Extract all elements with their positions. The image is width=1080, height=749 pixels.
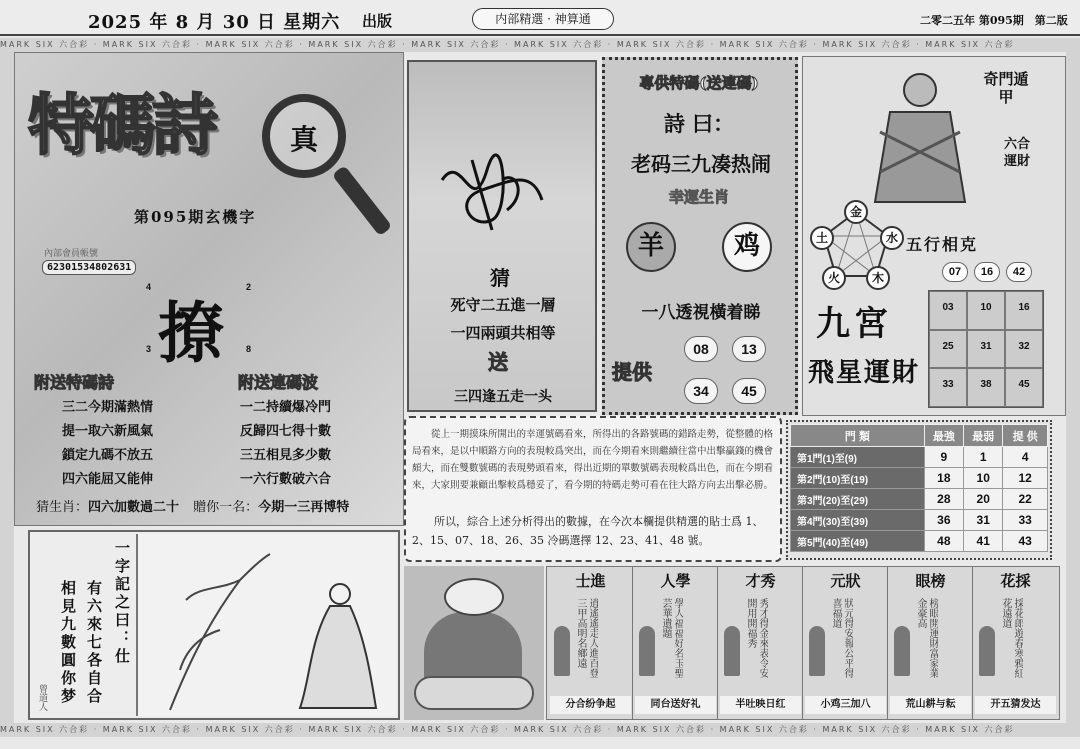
gift-label: 贈你一名：	[193, 500, 259, 515]
zodiac-gift-line	[36, 496, 349, 515]
signature-icon	[432, 140, 552, 240]
flying-star-label: 飛星運財	[808, 358, 921, 388]
palace-cell: 32	[1005, 330, 1043, 369]
star-number: 07	[942, 262, 968, 282]
column-verse: 採花郎遊春寒鴉紅花遠道	[1000, 598, 1023, 678]
row-label: 第2門(10)至(19)	[791, 468, 925, 489]
top-band: MARK SIX 六合彩 · MARK SIX 六合彩 · MARK SIX 六合彩 · MARK SIX 六合彩 · MARK SIX 六合彩 · MARK SIX 六合彩 · MARK SIX 六合彩 · MARK SIX 六合彩 · MARK SIX 六合彩 · MARK SIX 六合彩	[0, 38, 1080, 52]
column-footer: 荒山耕与耘	[890, 696, 971, 714]
title-column	[548, 566, 633, 720]
table-cell: 1	[964, 447, 1003, 468]
column-title: 士進	[575, 572, 606, 590]
table-cell: 28	[924, 489, 963, 510]
deity-illustration-icon	[860, 62, 980, 212]
tips-paragraph: 所以，綜合上述分析得出的數據，在今次本欄提供精選的貼士爲 1、2、15、07、18、26、35 冷碼選擇 12、23、41、48 號。	[412, 515, 764, 547]
right-side-band	[1066, 52, 1080, 723]
table-cell: 18	[924, 468, 963, 489]
edition-label: 出版	[362, 12, 393, 30]
row-label: 第3門(20)至(29)	[791, 489, 925, 510]
page-header	[0, 0, 1080, 36]
column-title: 人學	[660, 572, 691, 590]
table-cell: 20	[964, 489, 1003, 510]
poem-header: 專供特碼(送連碼)	[639, 74, 759, 92]
wave-line: 三五相見多少數	[240, 448, 332, 463]
zodiac-text: 四六加數過二十	[88, 500, 180, 515]
figure-icon	[554, 626, 570, 676]
guess-line: 一四兩頭共相等	[450, 324, 556, 342]
poem-main-line: 老码三九凑热闹	[631, 152, 771, 176]
bottom-band: MARK SIX 六合彩 · MARK SIX 六合彩 · MARK SIX 六合彩 · MARK SIX 六合彩 · MARK SIX 六合彩 · MARK SIX 六合彩 · MARK SIX 六合彩 · MARK SIX 六合彩 · MARK SIX 六合彩 · MARK SIX 六合彩	[0, 723, 1080, 737]
send-label: 送	[488, 350, 508, 374]
figure-icon	[979, 626, 995, 676]
title-column	[718, 566, 803, 720]
scroll-line-1: 一字記之曰：仕	[113, 540, 131, 666]
wave-heading: 附送連碼波	[238, 373, 319, 392]
column-footer: 半吐映日红	[720, 696, 801, 714]
zodiac-circle: 鸡	[722, 222, 772, 272]
issue-right: 二零二五年 第095期 第二版	[920, 14, 1068, 27]
table-cell: 43	[1003, 531, 1048, 552]
number-chip: 45	[732, 378, 766, 404]
table-cell: 12	[1003, 468, 1048, 489]
deity-body-icon	[424, 612, 522, 686]
element-node: 木	[866, 266, 890, 290]
poem-say: 詩 曰：	[663, 111, 735, 136]
provide-label: 提供	[612, 360, 652, 384]
column-title: 眼榜	[915, 572, 946, 590]
lucky-zodiac-header: 幸運生肖	[668, 188, 729, 206]
analysis-paragraph: 從上一期摸珠所開出的幸運號碼看來，所得出的各路號碼的錯路走勢，從整體的格局看來，是以中順路方向的表現較爲突出，而在今期看來則繼續往當中出擊贏錢的機會頗大，而在雙數號碼的表現勢頭看來，得出近期的單數號碼表現較爲出色，而在今期看來，大家則要兼顧出擊較爲穩妥了，看今期的特碼走勢可看在往大路方向去出擊必勝。	[412, 429, 774, 491]
riddle-character: 撩	[158, 294, 224, 372]
title-column	[973, 566, 1059, 720]
figure-icon	[724, 626, 740, 676]
qimen-label: 奇門遁甲	[983, 70, 1029, 106]
poem-line: 提一取六新風氣	[62, 424, 154, 439]
issue-date: 2025 年 8 月 30 日 星期六	[88, 12, 341, 33]
issue-riddle-label: 第095期玄機字	[134, 208, 257, 226]
element-node: 土	[810, 226, 834, 250]
left-side-band	[0, 52, 14, 723]
palace-cell: 45	[1005, 368, 1043, 407]
wave-line: 反歸四七得十數	[240, 424, 332, 439]
wuxing-label: 五行相克	[906, 235, 979, 254]
table-cell: 36	[924, 510, 963, 531]
table-header: 門 類	[791, 425, 925, 447]
column-verse: 學人福福好名玉聖芸華遺題	[660, 598, 683, 678]
column-title: 花採	[1000, 572, 1031, 590]
stats-table	[790, 424, 1048, 552]
poem-second-line: 一八透視橫着睇	[641, 303, 761, 323]
scholar-painting-icon	[150, 540, 390, 712]
column-footer: 开五猜发达	[975, 696, 1056, 714]
number-chip: 34	[684, 378, 718, 404]
table-row	[791, 510, 1048, 531]
column-title: 元狀	[830, 572, 861, 590]
palace-cell: 31	[967, 330, 1005, 369]
table-cell: 10	[964, 468, 1003, 489]
title-column	[888, 566, 973, 720]
table-row	[791, 468, 1048, 489]
account-label: 內部會員帳號	[44, 249, 99, 259]
zodiac-label: 猜生肖：	[36, 500, 89, 515]
title-badge: 真	[290, 123, 319, 156]
palace-cell: 25	[929, 330, 967, 369]
wave-line: 一六行數破六合	[240, 472, 332, 487]
figure-icon	[894, 626, 910, 676]
star-number: 16	[974, 262, 1000, 282]
poem-line: 三二今期滿熱情	[62, 400, 154, 415]
scroll-signature: 曾道人	[37, 684, 47, 711]
table-header: 提 供	[1003, 425, 1048, 447]
column-verse: 榜眼開運財富家業金豪高	[915, 598, 938, 678]
nine-palace-grid	[928, 290, 1044, 408]
row-label: 第5門(40)至(49)	[791, 531, 925, 552]
table-cell: 9	[924, 447, 963, 468]
scroll-line-3: 相見九數圓你梦	[59, 580, 77, 706]
poem-heading: 附送特碼詩	[34, 373, 115, 392]
guess-line: 死守二五進一層	[450, 296, 556, 314]
table-cell: 4	[1003, 447, 1048, 468]
table-cell: 31	[964, 510, 1003, 531]
column-verse: 秀才得金來表令安開用開福秀	[745, 598, 768, 678]
row-label: 第1門(1)至(9)	[791, 447, 925, 468]
column-verse: 逍遙遙走人進百登三甲高明名鄉遠	[575, 598, 598, 678]
table-cell: 33	[1003, 510, 1048, 531]
table-row	[791, 447, 1048, 468]
palace-cell: 38	[967, 368, 1005, 407]
nine-palace-label: 九宮	[816, 304, 892, 344]
table-row	[791, 489, 1048, 510]
table-header: 最強	[924, 425, 963, 447]
wave-line: 一二持續爆冷門	[240, 400, 332, 415]
column-verse: 狀元得安報公平得喜福道	[830, 598, 853, 678]
zodiac-circle: 羊	[626, 222, 676, 272]
corner-digit: 8	[246, 344, 252, 354]
number-chip: 08	[684, 336, 718, 362]
corner-digit: 2	[246, 282, 252, 292]
corner-digit: 3	[146, 344, 152, 354]
guess-label: 猜	[490, 266, 510, 290]
poem-line: 四六能屈又能伸	[62, 472, 154, 487]
palace-cell: 16	[1005, 291, 1043, 330]
palace-cell: 10	[967, 291, 1005, 330]
table-row	[791, 531, 1048, 552]
figure-icon	[639, 626, 655, 676]
figure-icon	[809, 626, 825, 676]
guess-bottom-line: 三四逢五走一头	[454, 389, 552, 405]
element-node: 水	[880, 226, 904, 250]
table-header: 最弱	[964, 425, 1003, 447]
star-number: 42	[1006, 262, 1032, 282]
account-number: 62301534802631	[42, 260, 136, 275]
column-title: 才秀	[745, 572, 776, 590]
gift-text: 今期一三再博特	[258, 500, 350, 515]
column-footer: 分合纷争起	[550, 696, 631, 714]
number-chip: 13	[732, 336, 766, 362]
title-column	[633, 566, 718, 720]
banner-pill: 内部精選 · 神算通	[472, 8, 614, 30]
element-node: 金	[844, 200, 868, 224]
scroll-line-2: 有六來七各自合	[85, 580, 103, 706]
element-node: 火	[822, 266, 846, 290]
table-cell: 48	[924, 531, 963, 552]
panel-title: 特碼詩	[28, 86, 214, 164]
palace-cell: 03	[929, 291, 967, 330]
poem-line: 鎖定九碼不放五	[62, 448, 154, 463]
cloud-icon	[414, 676, 534, 710]
row-label: 第4門(30)至(39)	[791, 510, 925, 531]
liuhe-label: 六合運財	[1003, 137, 1030, 169]
deity-head-icon	[444, 578, 504, 616]
corner-digit: 4	[146, 282, 152, 292]
title-column	[803, 566, 888, 720]
palace-cell: 33	[929, 368, 967, 407]
table-cell: 22	[1003, 489, 1048, 510]
column-footer: 同台送好礼	[635, 696, 716, 714]
table-cell: 41	[964, 531, 1003, 552]
column-footer: 小鸡三加八	[805, 696, 886, 714]
